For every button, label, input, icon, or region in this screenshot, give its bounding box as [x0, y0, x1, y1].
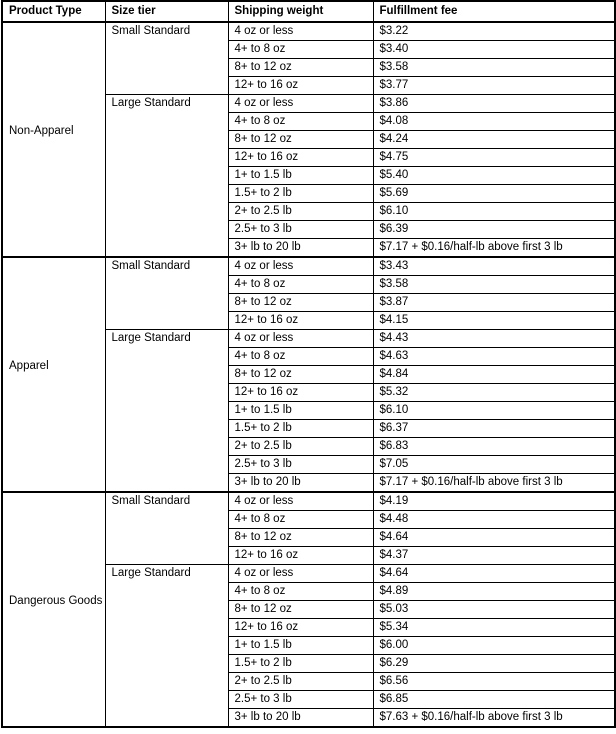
fulfillment-fee-cell: $6.10	[373, 402, 615, 420]
shipping-weight-cell: 4 oz or less	[228, 95, 373, 113]
table-row	[2, 22, 615, 41]
fulfillment-fee-cell: $4.63	[373, 348, 615, 366]
fulfillment-fee-cell: $5.34	[373, 619, 615, 637]
table-row	[2, 492, 615, 511]
product-type-label: Non-Apparel	[9, 125, 74, 137]
product-type-label: Apparel	[9, 360, 49, 372]
shipping-weight-cell: 4+ to 8 oz	[228, 276, 373, 294]
fulfillment-fee-cell: $7.63 + $0.16/half-lb above first 3 lb	[373, 709, 615, 728]
fulfillment-fee-cell: $4.64	[373, 529, 615, 547]
column-header-fulfillment-fee: Fulfillment fee	[373, 1, 615, 22]
fulfillment-fee-cell: $7.17 + $0.16/half-lb above first 3 lb	[373, 239, 615, 258]
fulfillment-fee-cell: $4.84	[373, 366, 615, 384]
shipping-weight-cell: 4+ to 8 oz	[228, 583, 373, 601]
fulfillment-fee-cell: $6.56	[373, 673, 615, 691]
shipping-weight-cell: 2+ to 2.5 lb	[228, 203, 373, 221]
size-tier-cell: Large Standard	[105, 330, 228, 493]
shipping-weight-cell: 2+ to 2.5 lb	[228, 438, 373, 456]
fulfillment-fee-cell: $3.77	[373, 77, 615, 95]
shipping-weight-cell: 3+ lb to 20 lb	[228, 474, 373, 493]
shipping-weight-cell: 12+ to 16 oz	[228, 547, 373, 565]
fulfillment-fee-cell: $5.69	[373, 185, 615, 203]
shipping-weight-cell: 12+ to 16 oz	[228, 77, 373, 95]
fulfillment-fee-cell: $3.58	[373, 59, 615, 77]
shipping-weight-cell: 12+ to 16 oz	[228, 149, 373, 167]
shipping-weight-cell: 1.5+ to 2 lb	[228, 185, 373, 203]
shipping-weight-cell: 8+ to 12 oz	[228, 294, 373, 312]
shipping-weight-cell: 3+ lb to 20 lb	[228, 239, 373, 258]
fulfillment-fee-cell: $6.39	[373, 221, 615, 239]
shipping-weight-cell: 4+ to 8 oz	[228, 511, 373, 529]
fulfillment-fee-cell: $6.29	[373, 655, 615, 673]
fulfillment-fee-cell: $4.89	[373, 583, 615, 601]
fulfillment-fee-cell: $6.83	[373, 438, 615, 456]
fulfillment-fee-cell: $7.05	[373, 456, 615, 474]
fulfillment-fee-cell: $3.43	[373, 257, 615, 276]
product-type-cell	[2, 22, 105, 257]
column-header-product-type: Product Type	[2, 1, 105, 22]
shipping-weight-cell: 1.5+ to 2 lb	[228, 655, 373, 673]
fulfillment-fee-cell: $6.85	[373, 691, 615, 709]
fulfillment-fee-cell: $6.10	[373, 203, 615, 221]
fulfillment-fee-cell: $5.03	[373, 601, 615, 619]
fulfillment-fee-table	[1, 0, 616, 728]
shipping-weight-cell: 4 oz or less	[228, 257, 373, 276]
product-type-cell	[2, 492, 105, 727]
shipping-weight-cell: 8+ to 12 oz	[228, 529, 373, 547]
fulfillment-fee-cell: $3.22	[373, 22, 615, 41]
fulfillment-fee-cell: $7.17 + $0.16/half-lb above first 3 lb	[373, 474, 615, 493]
size-tier-cell: Large Standard	[105, 95, 228, 258]
shipping-weight-cell: 2.5+ to 3 lb	[228, 456, 373, 474]
fulfillment-fee-cell: $5.40	[373, 167, 615, 185]
size-tier-cell: Small Standard	[105, 22, 228, 95]
shipping-weight-cell: 12+ to 16 oz	[228, 384, 373, 402]
shipping-weight-cell: 1+ to 1.5 lb	[228, 167, 373, 185]
fulfillment-fee-cell: $4.43	[373, 330, 615, 348]
shipping-weight-cell: 8+ to 12 oz	[228, 601, 373, 619]
shipping-weight-cell: 8+ to 12 oz	[228, 59, 373, 77]
size-tier-cell: Small Standard	[105, 492, 228, 565]
column-header-shipping-weight: Shipping weight	[228, 1, 373, 22]
fulfillment-fee-cell: $3.86	[373, 95, 615, 113]
shipping-weight-cell: 1+ to 1.5 lb	[228, 402, 373, 420]
fulfillment-fee-cell: $4.24	[373, 131, 615, 149]
shipping-weight-cell: 4 oz or less	[228, 565, 373, 583]
fulfillment-fee-cell: $3.87	[373, 294, 615, 312]
shipping-weight-cell: 12+ to 16 oz	[228, 619, 373, 637]
product-type-label: Dangerous Goods	[9, 595, 103, 607]
size-tier-cell: Small Standard	[105, 257, 228, 330]
fulfillment-fee-cell: $4.48	[373, 511, 615, 529]
shipping-weight-cell: 8+ to 12 oz	[228, 366, 373, 384]
shipping-weight-cell: 4 oz or less	[228, 22, 373, 41]
fulfillment-fee-cell: $3.40	[373, 41, 615, 59]
product-type-cell	[2, 257, 105, 492]
size-tier-cell: Large Standard	[105, 565, 228, 728]
shipping-weight-cell: 4 oz or less	[228, 492, 373, 511]
shipping-weight-cell: 2.5+ to 3 lb	[228, 221, 373, 239]
table-body	[2, 22, 615, 727]
shipping-weight-cell: 4+ to 8 oz	[228, 348, 373, 366]
fulfillment-fee-cell: $5.32	[373, 384, 615, 402]
fulfillment-fee-cell: $4.15	[373, 312, 615, 330]
table-header	[2, 1, 615, 22]
header-row	[2, 1, 615, 22]
fulfillment-fee-cell: $6.00	[373, 637, 615, 655]
shipping-weight-cell: 1.5+ to 2 lb	[228, 420, 373, 438]
shipping-weight-cell: 12+ to 16 oz	[228, 312, 373, 330]
shipping-weight-cell: 1+ to 1.5 lb	[228, 637, 373, 655]
shipping-weight-cell: 8+ to 12 oz	[228, 131, 373, 149]
column-header-size-tier: Size tier	[105, 1, 228, 22]
fulfillment-fee-cell: $4.37	[373, 547, 615, 565]
shipping-weight-cell: 2+ to 2.5 lb	[228, 673, 373, 691]
shipping-weight-cell: 3+ lb to 20 lb	[228, 709, 373, 728]
shipping-weight-cell: 4 oz or less	[228, 330, 373, 348]
table-row	[2, 257, 615, 276]
fulfillment-fee-cell: $3.58	[373, 276, 615, 294]
fulfillment-fee-cell: $4.75	[373, 149, 615, 167]
fulfillment-fee-cell: $6.37	[373, 420, 615, 438]
shipping-weight-cell: 4+ to 8 oz	[228, 113, 373, 131]
fulfillment-fee-cell: $4.19	[373, 492, 615, 511]
shipping-weight-cell: 4+ to 8 oz	[228, 41, 373, 59]
fulfillment-fee-cell: $4.64	[373, 565, 615, 583]
fulfillment-fee-cell: $4.08	[373, 113, 615, 131]
shipping-weight-cell: 2.5+ to 3 lb	[228, 691, 373, 709]
